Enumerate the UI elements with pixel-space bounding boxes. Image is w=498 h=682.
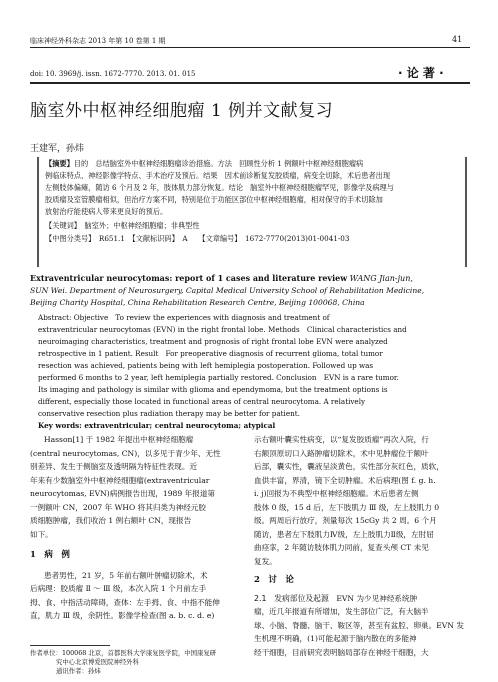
english-abstract-line: different, especially those located in functional areas of central neurocytoma. A relatively [38,397,366,406]
abstract-cn-line: 【摘要】目的 总结脑室外中枢神经细胞瘤诊治措施。方法 回顾性分析 1 例额叶中枢神经细胞瘤病 [45,159,364,168]
intro-line: neurocytomas, EVN)病例报告出现，1989 年报道第 [30,489,215,498]
doi-rule [30,82,470,84]
intro-line: 一例额叶 CN，2007 年 WHO 将其归类为神经元胶 [30,502,206,512]
intro-line: 别差异、发生于侧脑室及透明隔为特征性表现。近 [30,462,198,471]
english-block [30,272,470,432]
discussion-line: 经干细胞，目前研究表明脑局部存在神经干细胞，大 [254,647,429,657]
intro-line: (central neurocytomas, CN)，以多见于青少年、无性 [30,448,221,458]
case-continued-line: 级。两周后行放疗，剂量每次 15cGy 共 2 周。6 个月 [254,516,437,525]
abstract-cn-line: 左侧肢体偏瘫，随访 6 个月及 2 年，肢体肌力部分恢复。结论 脑室外中枢神经细胞瘤罕见，影像学及病理与 [45,183,394,192]
discussion-line: 球、小脑、脊髓、脑干、鞍区等，甚至有盆腔、卵巢。EVN 发 [254,620,464,630]
case-continued-line: 示右额叶囊实性病变，以“复发胶质瘤”再次入院，行 [254,435,429,444]
footnote: 作者单位：100068 北京，首都医科大学康复医学院，中国康复研 究中心北京博爱医院神经外科 通讯作者：孙炜 [30,649,217,675]
case-line: 后病理：胶质瘤 Ⅱ ～ Ⅲ 级，本次入院 1 个月前左手 [30,584,207,593]
section-heading-case: 1 病 例 [30,550,70,560]
english-abstract-line: resection was achieved, patients being with left hemiplegia postoperation. Followed up was [38,361,374,370]
english-abstract-line: Its imaging and pathology is similar with glioma and ependymoma, but the treatment options is [38,385,388,394]
doi: doi: 10. 3969/j. issn. 1672-7770. 2013. 01. 015 [30,70,196,78]
discussion-line: 生机理不明确，(1)可能起源于脑内散在的多能神 [254,634,417,643]
english-abstract-line: performed 6 months to 2 year, left hemiplegia partially restored. Conclusion EVN is a rare tumor. [38,373,399,382]
abstract-cn-line: 例临床特点、神经影像学特点、手术治疗及预后。结果 因术前诊断复发胶质瘤，病变全切除，术后患者出现 [45,171,391,180]
page-number: 41 [452,35,463,44]
english-abstract-line: retrospective in 1 patient. Result For preoperative diagnosis of recurrent glioma, total tumor [38,349,383,358]
subsection-heading: 2.1 发病部位及起源 [254,593,329,603]
journal-header: 临床神经外科杂志 2013 年第 10 卷第 1 期 [30,37,166,45]
footnote-rule [30,645,110,646]
case-continued-line: 曲痉挛，2 年随访肢体肌力同前，复查头颅 CT 未见 [254,543,429,552]
case-continued-line: 复发。 [254,556,277,566]
left-column [30,433,246,623]
english-author-line: Beijing Charity Hospital, China Rehabilitation Research Centre, Beijing 100068, China [30,298,365,307]
intro-line: Hasson[1] 于 1982 年提出中枢神经细胞瘤 [44,435,194,444]
case-line: 患者男性，21 岁，5 年前右额叶肿瘤切除术，术 [44,570,208,580]
right-column [254,433,470,659]
english-title-line: Extraventricular neurocytomas: report of 1 cases and literature review WANG Jian-jun, [30,273,413,283]
intro-line: 年来有少数脑室外中枢神经细胞瘤(extraventricular [30,475,210,485]
case-continued-line: 随访，患者左下肢肌力Ⅳ级，左上肢肌力Ⅱ级，左肘屈 [254,529,434,539]
section-heading-discussion: 2 讨 论 [254,575,294,585]
case-continued-line: 右额顶原切口入路肿瘤切除术，术中见肿瘤位于额叶 [254,448,429,458]
english-abstract-line: conservative resection plus radiation therapy may be better for patient. [38,409,300,418]
section-tag: · 论 著 · [398,66,444,80]
intro-line: 如下。 [30,529,53,539]
abstract-cn-line: 胶质瘤及室管膜瘤相似，但治疗方案不同，特别是位于功能区部位中枢神经细胞瘤，相对保守的手术切除加 [45,195,383,204]
discussion-line: 瘤，近几年报道有所增加，发生部位广泛，有大脑半 [254,607,429,616]
authors: 王建军，孙炜 [30,144,85,154]
intro-line: 质细胞肿瘤，我们收治 1 例右额叶 CN，现报告 [30,516,192,525]
english-author-line: SUN Wei. Department of Neurosurgery, Capital Medical University School of Rehabilitation Medicine, [30,286,425,295]
case-continued-line: 后部，囊实性，囊液呈淡黄色，实性部分灰红色，质软， [254,462,444,471]
classification: 【中图分类号】 R651.1 【文献标识码】 A 【文章编号】 1672-7770(2013)01-0041-03 [45,234,350,243]
discussion-line: 2.1 发病部位及起源 EVN 为少见神经系统肿 [254,593,418,603]
keywords-cn: 【关键词】 脑室外；中枢神经细胞瘤；非典型性 [45,221,200,230]
abstract-cn-box [37,157,467,267]
header-rule [30,47,470,48]
case-continued-line: i. j)回报为不典型中枢神经细胞瘤。术后患者左侧 [254,489,419,498]
page-title: 脑室外中枢神经细胞瘤 1 例并文献复习 [30,101,334,121]
english-abstract-line: neuroimaging characteristics, treatment and prognosis of right frontal lobe EVN were analyzed [38,337,388,346]
case-continued-line: 肢体 0 级，15 d 后，左下肢肌力 Ⅲ 级，左上肢肌力 0 [254,502,440,512]
abstract-cn-line: 放射治疗能使病人带来更良好的预后。 [45,207,168,216]
case-line: 拇、食、中指活动障碍，查体：左手拇、食、中指不能伸 [30,597,220,607]
english-abstract-line: extraventricular neurocytomas (EVN) in the right frontal lobe. Methods Clinical characteristics and [38,325,407,334]
case-line: 直，肌力 Ⅲ 级，余阴性。影像学检查(图 a. b. c. d. e) [30,611,215,620]
english-abstract-line: Abstract: Objective To review the experiences with diagnosis and treatment of [38,313,330,322]
english-keywords: Key words: extraventricular; central neurocytoma; atypical [38,421,276,430]
case-continued-line: 血供丰富，界清，镜下全切肿瘤。术后病理(图 f. g. h. [254,475,436,485]
